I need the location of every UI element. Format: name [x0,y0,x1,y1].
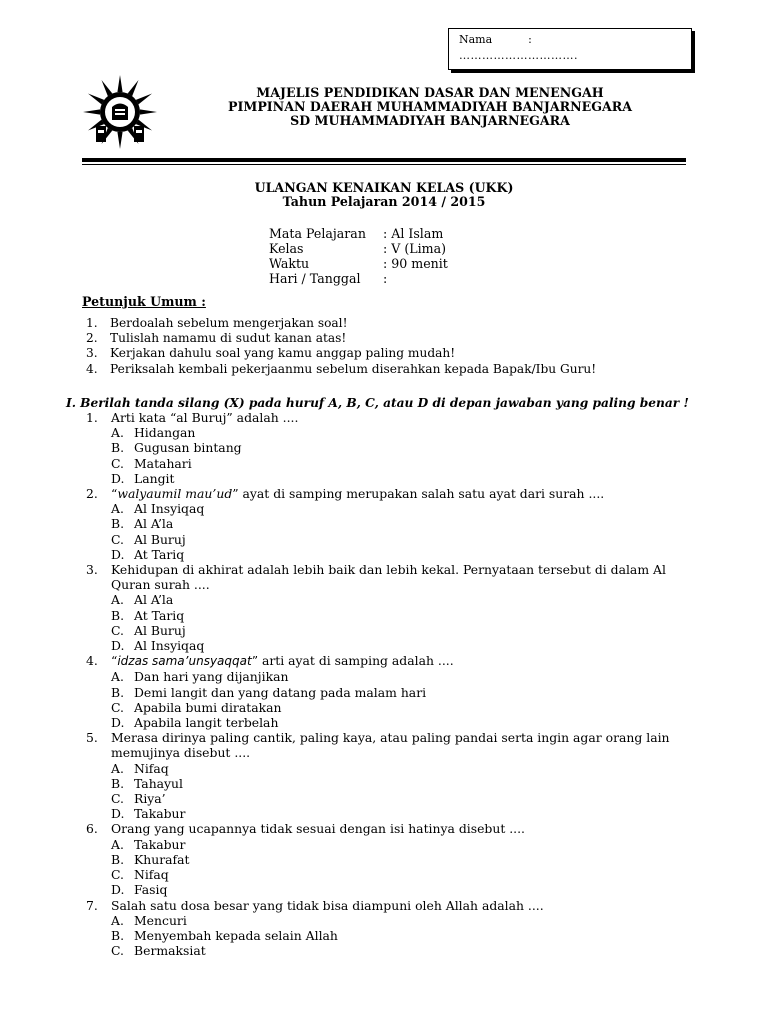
logo-ray [128,80,139,96]
logo-ray [83,109,100,114]
meta-row [269,241,448,256]
option-text: Al Buruj [134,531,186,547]
meta-key: Mata Pelajaran [269,226,366,241]
option-text: Bermaksiat [134,943,206,959]
option-text: Al Insyiqaq [134,638,205,654]
answer-option[interactable] [86,806,686,821]
option-text: Khurafat [134,851,190,867]
header-divider-thin [82,164,686,165]
question-text [111,653,686,669]
question [86,486,686,501]
question-text: Salah satu dosa besar yang tidak bisa diampuni oleh Allah adalah .... [111,897,544,913]
transliterated-term: walyaumil mau’ud [117,486,233,502]
option-letter: B. [111,684,125,700]
answer-option[interactable] [86,440,686,455]
option-letter: D. [111,470,125,486]
option-letter: C. [111,791,124,807]
answer-option[interactable] [86,669,686,684]
section-heading: I. Berilah tanda silang (X) pada huruf A, B, C, atau D di depan jawaban yang paling benar ! [66,396,689,410]
option-letter: D. [111,715,125,731]
option-letter: B. [111,927,125,943]
meta-row [269,271,448,286]
option-letter: C. [111,455,124,471]
question [86,730,686,760]
meta-value: : Al Islam [383,226,444,241]
quote-open: “ [111,486,118,502]
answer-option[interactable] [86,791,686,806]
instruction-number: 2. [86,331,98,346]
instruction-number: 3. [86,346,98,361]
answer-option[interactable] [86,882,686,897]
exam-year: Tahun Pelajaran 2014 / 2015 [282,194,486,209]
meta-row [269,226,448,241]
answer-option[interactable] [86,516,686,531]
instruction-text: Kerjakan dahulu soal yang kamu anggap paling mudah! [110,346,456,361]
logo-ray [140,109,157,114]
student-name-box[interactable] [448,28,692,70]
meta-key: Kelas [269,241,304,256]
muhammadiyah-sun-logo-icon [82,74,158,150]
option-letter: C. [111,867,124,883]
answer-option[interactable] [86,608,686,623]
answer-option[interactable] [86,852,686,867]
question [86,562,686,592]
option-letter: A. [111,669,124,685]
option-letter: D. [111,638,125,654]
name-colon: : [528,33,532,46]
question-text-rest: ” ayat di samping merupakan salah satu ayat dari surah .... [232,486,605,502]
option-letter: A. [111,425,124,441]
meta-value: : V (Lima) [383,241,447,256]
option-text: Apabila langit terbelah [134,715,279,731]
answer-option[interactable] [86,715,686,730]
option-letter: B. [111,851,125,867]
option-text: Nifaq [134,867,169,883]
logo-ray [102,80,113,96]
answer-option[interactable] [86,867,686,882]
logo-ray [117,132,122,149]
answer-option[interactable] [86,592,686,607]
question-text-rest: ” arti ayat di samping adalah .... [251,653,454,669]
option-letter: D. [111,546,125,562]
option-text: Gugusan bintang [134,440,242,456]
option-letter: B. [111,775,125,791]
exam-title-block [0,181,768,209]
header-line-1: MAJELIS PENDIDIKAN DASAR DAN MENENGAH [256,85,604,100]
instructions-list [86,316,596,377]
question-number: 7. [86,897,98,913]
instruction-text: Tulislah namamu di sudut kanan atas! [110,331,347,346]
instruction-item [86,362,596,377]
instructions-title: Petunjuk Umum : [82,294,206,309]
quote-open: “ [111,653,118,669]
instruction-item [86,346,596,361]
instruction-number: 1. [86,316,98,330]
question-number: 6. [86,821,98,837]
question-number: 5. [86,730,98,746]
answer-option[interactable] [86,638,686,653]
option-text: Fasiq [134,882,168,898]
instruction-text: Berdoalah sebelum mengerjakan soal! [110,316,348,330]
answer-option[interactable] [86,943,686,958]
option-text: Matahari [134,455,192,471]
instruction-number: 4. [86,361,98,376]
option-text: Demi langit dan yang datang pada malam hari [134,684,427,700]
option-text: Nifaq [134,760,169,776]
question [86,653,686,669]
transliterated-term: idzas sama’unsyaqqat [117,654,252,669]
answer-option[interactable] [86,700,686,715]
instruction-item [86,331,596,346]
option-text: Takabur [134,836,186,852]
question-number: 1. [86,410,98,425]
question [86,410,686,425]
option-text: Mencuri [134,912,187,928]
header-line-3: SD MUHAMMADIYAH BANJARNEGARA [290,113,570,128]
option-text: At Tariq [134,607,185,623]
question-text: Merasa dirinya paling cantik, paling kaya, atau paling pandai serta ingin agar orang lain memujinya disebut .... [111,730,670,761]
meta-value: : [383,271,388,286]
option-letter: C. [111,531,124,547]
answer-option[interactable] [86,837,686,852]
option-text: Takabur [134,806,186,822]
option-letter: C. [111,622,124,638]
question-text: Arti kata “al Buruj” adalah .... [111,410,299,425]
option-letter: B. [111,607,125,623]
header-line-2: PIMPINAN DAERAH MUHAMMADIYAH BANJARNEGARA [228,99,632,114]
option-text: Tahayul [134,775,183,791]
option-text: Hidangan [134,425,196,441]
name-label: Nama [459,33,493,46]
question-text [111,486,686,501]
answer-option[interactable] [86,776,686,791]
question-text: Kehidupan di akhirat adalah lebih baik dan lebih kekal. Pernyataan tersebut di dalam Al Quran surah .... [111,562,666,593]
logo-ray [117,75,122,92]
option-text: Al Insyiqaq [134,501,205,517]
question-number: 2. [86,486,98,502]
exam-title: ULANGAN KENAIKAN KELAS (UKK) [254,180,514,195]
option-text: Apabila bumi diratakan [134,699,282,715]
option-letter: A. [111,592,124,608]
meta-key: Hari / Tanggal [269,271,361,286]
name-row [459,33,691,46]
option-letter: C. [111,699,124,715]
answer-option[interactable] [86,501,686,516]
answer-option[interactable] [86,623,686,638]
option-text: Dan hari yang dijanjikan [134,669,289,685]
header-divider-thick [82,158,686,162]
answer-option[interactable] [86,471,686,486]
option-text: At Tariq [134,546,185,562]
question-number: 3. [86,562,98,578]
option-letter: A. [111,760,124,776]
option-text: Langit [134,470,175,486]
option-text: Al Buruj [134,622,186,638]
answer-option[interactable] [86,547,686,562]
option-letter: A. [111,501,124,517]
option-text: Al A’la [134,516,174,532]
answer-option[interactable] [86,761,686,776]
option-letter: A. [111,912,124,928]
logo-ray [136,94,152,105]
name-dots-line: …………………………. [459,49,578,62]
instruction-text: Periksalah kembali pekerjaanmu sebelum diserahkan kepada Bapak/Ibu Guru! [110,361,597,376]
answer-option[interactable] [86,928,686,943]
option-letter: A. [111,836,124,852]
logo-ray [88,94,104,105]
answer-option[interactable] [86,685,686,700]
option-letter: D. [111,806,125,822]
option-text: Riya’ [134,791,166,807]
question [86,821,686,836]
question-text: Orang yang ucapannya tidak sesuai dengan isi hatinya disebut .... [111,821,525,837]
option-letter: B. [111,516,125,532]
option-letter: B. [111,440,125,456]
meta-row [269,256,448,271]
instruction-item [86,316,596,331]
meta-value: : 90 menit [383,256,448,271]
answer-option[interactable] [86,425,686,440]
answer-option[interactable] [86,913,686,928]
question-list [86,410,686,958]
answer-option[interactable] [86,456,686,471]
option-letter: D. [111,882,125,898]
exam-meta [269,226,448,286]
answer-option[interactable] [86,532,686,547]
option-text: Menyembah kepada selain Allah [134,927,338,943]
question [86,898,686,913]
school-header [160,86,700,128]
question-number: 4. [86,653,98,669]
option-letter: C. [111,943,124,959]
meta-key: Waktu [269,256,310,271]
option-text: Al A’la [134,592,174,608]
